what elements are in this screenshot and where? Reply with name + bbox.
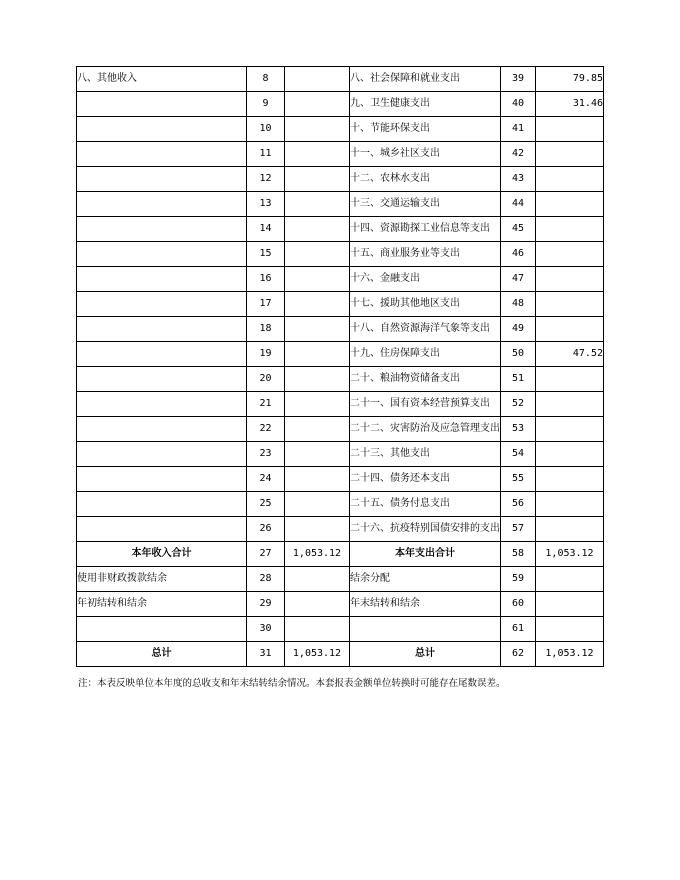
expense-amount-cell xyxy=(536,267,604,292)
expense-row-number-cell: 42 xyxy=(501,142,536,167)
income-label-cell xyxy=(77,217,247,242)
income-label-cell xyxy=(77,492,247,517)
expense-label-cell: 二十三、其他支出 xyxy=(350,442,501,467)
income-label-cell xyxy=(77,92,247,117)
income-row-number-cell: 11 xyxy=(247,142,285,167)
expense-row-number-cell: 61 xyxy=(501,617,536,642)
income-amount-cell xyxy=(285,142,350,167)
income-row-number-cell: 26 xyxy=(247,517,285,542)
expense-amount-cell xyxy=(536,492,604,517)
table-row xyxy=(77,217,604,242)
income-label-cell xyxy=(77,367,247,392)
expense-label-cell: 总计 xyxy=(350,642,501,667)
expense-row-number-cell: 51 xyxy=(501,367,536,392)
table-row xyxy=(77,542,604,567)
expense-label-cell: 二十四、债务还本支出 xyxy=(350,467,501,492)
income-row-number-cell: 12 xyxy=(247,167,285,192)
expense-row-number-cell: 54 xyxy=(501,442,536,467)
income-amount-cell xyxy=(285,567,350,592)
income-row-number-cell: 22 xyxy=(247,417,285,442)
income-amount-cell xyxy=(285,67,350,92)
expense-amount-cell xyxy=(536,242,604,267)
income-row-number-cell: 28 xyxy=(247,567,285,592)
income-label-cell xyxy=(77,517,247,542)
table-row xyxy=(77,392,604,417)
income-label-cell xyxy=(77,192,247,217)
income-row-number-cell: 20 xyxy=(247,367,285,392)
expense-label-cell: 十六、金融支出 xyxy=(350,267,501,292)
income-row-number-cell: 8 xyxy=(247,67,285,92)
table-row xyxy=(77,292,604,317)
expense-row-number-cell: 41 xyxy=(501,117,536,142)
income-row-number-cell: 30 xyxy=(247,617,285,642)
expense-row-number-cell: 40 xyxy=(501,92,536,117)
expense-amount-cell xyxy=(536,392,604,417)
income-amount-cell xyxy=(285,617,350,642)
income-row-number-cell: 27 xyxy=(247,542,285,567)
income-amount-cell: 1,053.12 xyxy=(285,642,350,667)
table-row xyxy=(77,517,604,542)
income-row-number-cell: 15 xyxy=(247,242,285,267)
table-row xyxy=(77,342,604,367)
table-row xyxy=(77,67,604,92)
expense-row-number-cell: 50 xyxy=(501,342,536,367)
table-row xyxy=(77,617,604,642)
income-label-cell xyxy=(77,292,247,317)
expense-label-cell: 二十、粮油物资储备支出 xyxy=(350,367,501,392)
income-label-cell: 使用非财政拨款结余 xyxy=(77,567,247,592)
table-row xyxy=(77,117,604,142)
income-row-number-cell: 23 xyxy=(247,442,285,467)
expense-label-cell: 二十六、抗疫特别国债安排的支出 xyxy=(350,517,501,542)
income-row-number-cell: 31 xyxy=(247,642,285,667)
table-body xyxy=(77,67,604,667)
income-label-cell xyxy=(77,392,247,417)
income-label-cell: 总计 xyxy=(77,642,247,667)
expense-label-cell: 十五、商业服务业等支出 xyxy=(350,242,501,267)
expense-label-cell: 本年支出合计 xyxy=(350,542,501,567)
expense-amount-cell: 1,053.12 xyxy=(536,642,604,667)
table-row xyxy=(77,367,604,392)
income-amount-cell xyxy=(285,417,350,442)
expense-amount-cell xyxy=(536,117,604,142)
expense-amount-cell: 1,053.12 xyxy=(536,542,604,567)
income-row-number-cell: 19 xyxy=(247,342,285,367)
footnote: 注：本表反映单位本年度的总收支和年末结转结余情况。本套报表金额单位转换时可能存在尾数误差。 xyxy=(78,678,506,689)
income-amount-cell xyxy=(285,117,350,142)
income-label-cell xyxy=(77,167,247,192)
expense-row-number-cell: 55 xyxy=(501,467,536,492)
expense-row-number-cell: 45 xyxy=(501,217,536,242)
income-label-cell xyxy=(77,617,247,642)
income-amount-cell xyxy=(285,217,350,242)
expense-label-cell: 二十五、债务付息支出 xyxy=(350,492,501,517)
expense-label-cell: 二十二、灾害防治及应急管理支出 xyxy=(350,417,501,442)
expense-amount-cell xyxy=(536,467,604,492)
income-row-number-cell: 16 xyxy=(247,267,285,292)
table-row xyxy=(77,642,604,667)
expense-row-number-cell: 58 xyxy=(501,542,536,567)
income-amount-cell xyxy=(285,267,350,292)
expense-row-number-cell: 47 xyxy=(501,267,536,292)
income-label-cell xyxy=(77,317,247,342)
expense-amount-cell xyxy=(536,442,604,467)
expense-amount-cell xyxy=(536,292,604,317)
income-row-number-cell: 17 xyxy=(247,292,285,317)
expense-row-number-cell: 62 xyxy=(501,642,536,667)
expense-label-cell: 十、节能环保支出 xyxy=(350,117,501,142)
income-amount-cell xyxy=(285,167,350,192)
expense-amount-cell xyxy=(536,192,604,217)
income-label-cell xyxy=(77,442,247,467)
income-label-cell: 年初结转和结余 xyxy=(77,592,247,617)
table-row xyxy=(77,567,604,592)
income-label-cell: 八、其他收入 xyxy=(77,67,247,92)
expense-amount-cell xyxy=(536,567,604,592)
table-row xyxy=(77,417,604,442)
table-row xyxy=(77,467,604,492)
income-amount-cell xyxy=(285,92,350,117)
expense-row-number-cell: 52 xyxy=(501,392,536,417)
table-row xyxy=(77,242,604,267)
expense-amount-cell xyxy=(536,592,604,617)
income-amount-cell xyxy=(285,442,350,467)
expense-label-cell: 十九、住房保障支出 xyxy=(350,342,501,367)
income-amount-cell xyxy=(285,592,350,617)
income-row-number-cell: 18 xyxy=(247,317,285,342)
income-label-cell xyxy=(77,467,247,492)
income-amount-cell xyxy=(285,192,350,217)
expense-amount-cell xyxy=(536,417,604,442)
income-row-number-cell: 24 xyxy=(247,467,285,492)
income-amount-cell xyxy=(285,392,350,417)
table-row xyxy=(77,167,604,192)
income-amount-cell xyxy=(285,467,350,492)
expense-amount-cell xyxy=(536,517,604,542)
expense-amount-cell: 31.46 xyxy=(536,92,604,117)
expense-label-cell: 九、卫生健康支出 xyxy=(350,92,501,117)
income-amount-cell xyxy=(285,492,350,517)
income-amount-cell: 1,053.12 xyxy=(285,542,350,567)
expense-label-cell xyxy=(350,617,501,642)
expense-row-number-cell: 39 xyxy=(501,67,536,92)
expense-amount-cell xyxy=(536,617,604,642)
expense-label-cell: 结余分配 xyxy=(350,567,501,592)
expense-row-number-cell: 59 xyxy=(501,567,536,592)
income-label-cell xyxy=(77,142,247,167)
table-row xyxy=(77,442,604,467)
income-label-cell xyxy=(77,117,247,142)
income-label-cell xyxy=(77,267,247,292)
expense-row-number-cell: 53 xyxy=(501,417,536,442)
table-row xyxy=(77,267,604,292)
table-row xyxy=(77,492,604,517)
budget-summary-table xyxy=(76,66,604,667)
income-amount-cell xyxy=(285,517,350,542)
income-amount-cell xyxy=(285,242,350,267)
expense-label-cell: 十七、援助其他地区支出 xyxy=(350,292,501,317)
expense-label-cell: 十一、城乡社区支出 xyxy=(350,142,501,167)
expense-row-number-cell: 57 xyxy=(501,517,536,542)
income-label-cell xyxy=(77,417,247,442)
income-amount-cell xyxy=(285,342,350,367)
income-row-number-cell: 29 xyxy=(247,592,285,617)
table-row xyxy=(77,317,604,342)
expense-row-number-cell: 46 xyxy=(501,242,536,267)
expense-row-number-cell: 43 xyxy=(501,167,536,192)
income-amount-cell xyxy=(285,367,350,392)
expense-label-cell: 十八、自然资源海洋气象等支出 xyxy=(350,317,501,342)
table-row xyxy=(77,192,604,217)
expense-amount-cell xyxy=(536,317,604,342)
income-label-cell: 本年收入合计 xyxy=(77,542,247,567)
table-row xyxy=(77,592,604,617)
income-label-cell xyxy=(77,242,247,267)
expense-label-cell: 年末结转和结余 xyxy=(350,592,501,617)
income-amount-cell xyxy=(285,292,350,317)
income-row-number-cell: 14 xyxy=(247,217,285,242)
expense-row-number-cell: 56 xyxy=(501,492,536,517)
expense-label-cell: 二十一、国有资本经营预算支出 xyxy=(350,392,501,417)
expense-label-cell: 八、社会保障和就业支出 xyxy=(350,67,501,92)
income-row-number-cell: 25 xyxy=(247,492,285,517)
expense-row-number-cell: 48 xyxy=(501,292,536,317)
income-label-cell xyxy=(77,342,247,367)
income-row-number-cell: 21 xyxy=(247,392,285,417)
income-row-number-cell: 13 xyxy=(247,192,285,217)
table-row xyxy=(77,142,604,167)
income-amount-cell xyxy=(285,317,350,342)
expense-label-cell: 十三、交通运输支出 xyxy=(350,192,501,217)
expense-label-cell: 十四、资源勘探工业信息等支出 xyxy=(350,217,501,242)
table-row xyxy=(77,92,604,117)
income-row-number-cell: 9 xyxy=(247,92,285,117)
expense-amount-cell: 79.85 xyxy=(536,67,604,92)
expense-amount-cell xyxy=(536,142,604,167)
expense-amount-cell: 47.52 xyxy=(536,342,604,367)
expense-amount-cell xyxy=(536,367,604,392)
expense-row-number-cell: 49 xyxy=(501,317,536,342)
expense-amount-cell xyxy=(536,167,604,192)
expense-row-number-cell: 60 xyxy=(501,592,536,617)
income-row-number-cell: 10 xyxy=(247,117,285,142)
expense-amount-cell xyxy=(536,217,604,242)
expense-row-number-cell: 44 xyxy=(501,192,536,217)
expense-label-cell: 十二、农林水支出 xyxy=(350,167,501,192)
